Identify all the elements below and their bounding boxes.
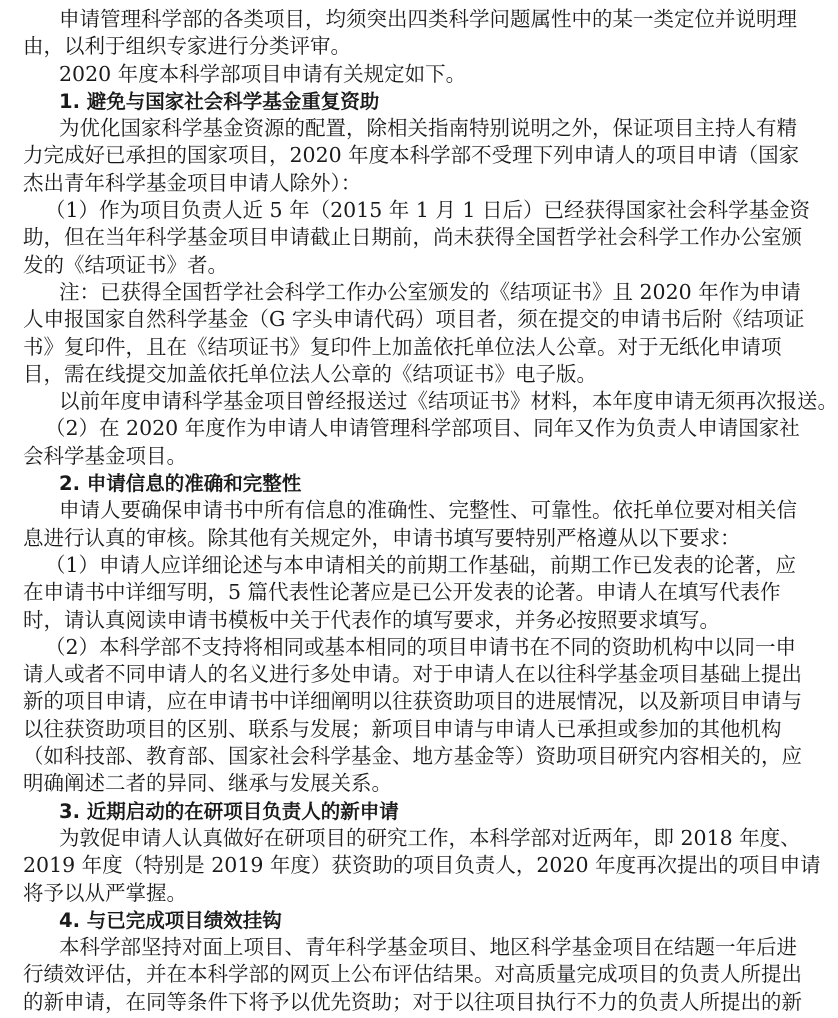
text-line: 以前年度申请科学基金项目曾经报送过《结项证书》材料，本年度申请无须再次报送。	[59, 389, 838, 414]
text-line: （1）作为项目负责人近 5 年（2015 年 1 月 1 日后）已经获得国家社会科学基金资	[45, 198, 810, 223]
text-line: 申请人要确保申请书中所有信息的准确性、完整性、可靠性。依托单位要对相关信	[59, 498, 797, 523]
text-line: 书》复印件，且在《结项证书》复印件上加盖依托单位法人公章。对于无纸化申请项	[23, 334, 782, 359]
text-line: （2）在 2020 年度作为申请人申请管理科学部项目、同年又作为负责人申请国家社	[45, 416, 800, 441]
paragraph	[23, 415, 800, 470]
text-line: 2020 年度本科学部项目申请有关规定如下。	[59, 61, 467, 86]
paragraph	[23, 934, 802, 1016]
text-line: 注：已获得全国哲学社会科学工作办公室颁发的《结项证书》且 2020 年作为申请	[59, 279, 801, 304]
text-line: 息进行认真的审核。除其他有关规定外，申请书填写要特别严格遵从以下要求：	[23, 525, 741, 550]
text-line: 在申请书中详细写明，5 篇代表性论著应是已公开发表的论著。申请人在填写代表作	[23, 580, 781, 605]
paragraph	[23, 825, 821, 907]
text-line: 助，但在当年科学基金项目申请截止日期前，尚未获得全国哲学社会科学工作办公室颁	[23, 225, 802, 250]
document-page	[23, 6, 838, 1016]
text-line: 目，需在线提交加盖依托单位法人公章的《结项证书》电子版。	[23, 361, 597, 386]
text-line: 由，以利于组织专家进行分类评审。	[23, 34, 351, 59]
text-line: 人申报国家自然科学基金（G 字头申请代码）项目者，须在提交的申请书后附《结项证	[23, 307, 805, 332]
text-line: 力完成好已承担的国家项目，2020 年度本科学部不受理下列申请人的项目申请（国家	[23, 143, 800, 168]
text-line: 会科学基金项目。	[23, 443, 187, 468]
text-line: 为敦促申请人认真做好在研项目的研究工作，本科学部对近两年，即 2018 年度、	[59, 825, 801, 850]
text-line: 杰出青年科学基金项目申请人除外）：	[23, 170, 362, 195]
text-line: 时，请认真阅读申请书模板中关于代表作的填写要求，并务必按照要求填写。	[23, 607, 720, 632]
text-line: 的新申请，在同等条件下将予以优先资助；对于以往项目执行不力的负责人所提出的新	[23, 989, 802, 1014]
text-line: 将予以从严掌握。	[23, 880, 187, 905]
text-line: 本科学部坚持对面上项目、青年科学基金项目、地区科学基金项目在结题一年后进	[59, 935, 797, 960]
heading-text: 3. 近期启动的在研项目负责人的新申请	[59, 799, 399, 823]
paragraph	[23, 279, 805, 388]
section-heading	[23, 470, 703, 497]
paragraph	[23, 61, 703, 88]
text-line: 为优化国家科学基金资源的配置，除相关指南特别说明之外，保证项目主持人有精	[59, 116, 797, 141]
text-line: 新的项目申请，应在申请书中详细阐明以往获资助项目的进展情况，以及新项目申请与	[23, 689, 802, 714]
text-line: 发的《结项证书》者。	[23, 252, 228, 277]
text-line: 2019 年度（特别是 2019 年度）获资助的项目负责人，2020 年度再次提出的项目申请	[23, 853, 821, 878]
heading-text: 2. 申请信息的准确和完整性	[59, 472, 302, 496]
heading-text: 1. 避免与国家社会科学基金重复资助	[59, 89, 380, 113]
paragraph	[23, 115, 800, 197]
section-heading	[23, 907, 703, 934]
text-line: 行绩效评估，并在本科学部的网页上公布评估结果。对高质量完成项目的负责人所提出	[23, 962, 802, 987]
paragraph	[23, 388, 838, 415]
text-line: 明确阐述二者的异同、继承与发展关系。	[23, 771, 392, 796]
paragraph	[23, 552, 797, 634]
paragraph	[23, 634, 802, 798]
text-line: （1）申请人应详细论述与本申请相关的前期工作基础，前期工作已发表的论著，应	[45, 552, 797, 577]
paragraph	[23, 497, 797, 552]
paragraph	[23, 6, 797, 61]
text-line: 请人或者不同申请人的名义进行多处申请。对于申请人在以往科学基金项目基础上提出	[23, 662, 802, 687]
text-line: 以往获资助项目的区别、联系与发展；新项目申请与申请人已承担或参加的其他机构	[23, 716, 782, 741]
section-heading	[23, 798, 703, 825]
text-line: 申请管理科学部的各类项目，均须突出四类科学问题属性中的某一类定位并说明理	[59, 7, 797, 31]
paragraph	[23, 197, 810, 279]
heading-text: 4. 与已完成项目绩效挂钩	[59, 908, 282, 932]
text-line: （2）本科学部不支持将相同或基本相同的项目申请书在不同的资助机构中以同一申	[45, 634, 797, 659]
section-heading	[23, 88, 703, 115]
text-line: （如科技部、教育部、国家社会科学基金、地方基金等）资助项目研究内容相关的，应	[23, 744, 802, 769]
